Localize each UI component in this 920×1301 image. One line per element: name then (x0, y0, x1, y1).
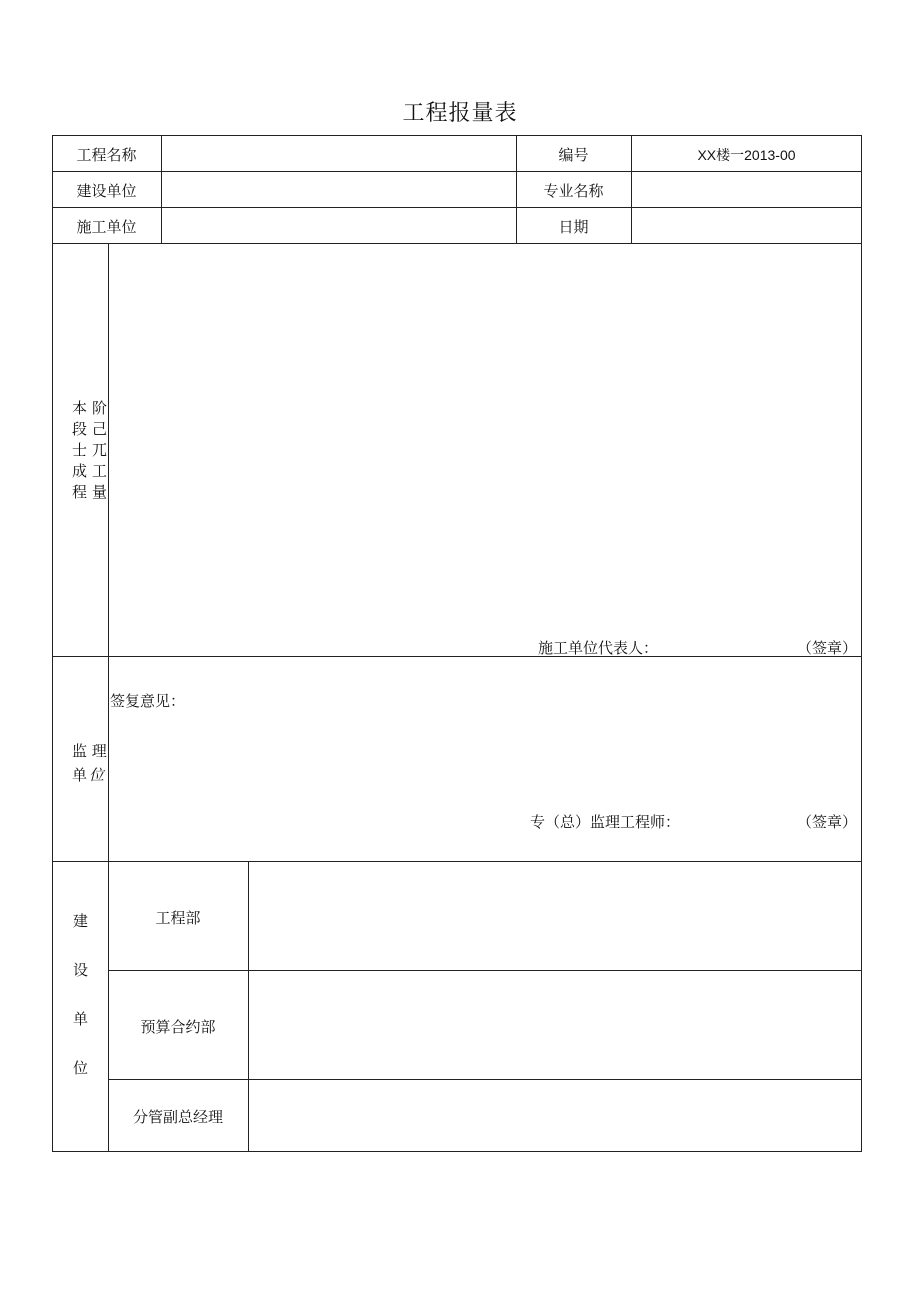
engineering-dept-label: 工程部 (155, 909, 201, 927)
project-name-label: 工程名称 (76, 146, 137, 164)
number-label: 编号 (558, 146, 589, 164)
page-title: 工程报量表 (402, 101, 518, 126)
supervision-label-char-italic: 位 (89, 766, 105, 784)
builder-label: 建设单位 (76, 182, 137, 200)
opinion-area[interactable] (109, 712, 861, 807)
deputy-gm-field[interactable] (249, 1080, 861, 1151)
date-label: 日期 (558, 218, 589, 236)
builder-label-char: 建 (73, 912, 89, 930)
builder-label-char: 设 (73, 961, 89, 979)
builder-label-char: 位 (73, 1059, 89, 1077)
supervisor-signer-label: 专（总）监理工程师： (530, 813, 681, 831)
contractor-label: 施工单位 (76, 218, 137, 236)
specialty-label: 专业名称 (543, 182, 604, 200)
contractor-rep-label: 施工单位代表人： (538, 639, 659, 657)
row-divider (52, 171, 862, 172)
section-divider (52, 656, 862, 657)
supervision-label-char: 单 (72, 766, 88, 784)
col-divider (161, 135, 162, 243)
builder-label-char: 单 (73, 1010, 89, 1028)
stage-label-col1: 本 段 士 成 程 (72, 399, 88, 501)
supervisor-seal: （签章） (797, 813, 858, 831)
deputy-gm-label: 分管副总经理 (132, 1108, 223, 1126)
budget-contract-dept-label: 预算合约部 (140, 1018, 216, 1036)
supervision-label-line2 (72, 764, 104, 785)
engineering-dept-field[interactable] (249, 862, 861, 970)
opinion-label: 签复意见： (110, 692, 186, 710)
budget-contract-dept-field[interactable] (249, 971, 861, 1079)
stage-label-col2: 阶 己 兀 工 量 (92, 399, 108, 501)
supervision-label-line1: 监 理 (72, 742, 107, 760)
contractor-seal: （签章） (797, 639, 858, 657)
number-value[interactable]: XX楼一2013-00 (697, 147, 796, 163)
stage-quantity-area[interactable] (109, 244, 861, 632)
row-divider (52, 207, 862, 208)
